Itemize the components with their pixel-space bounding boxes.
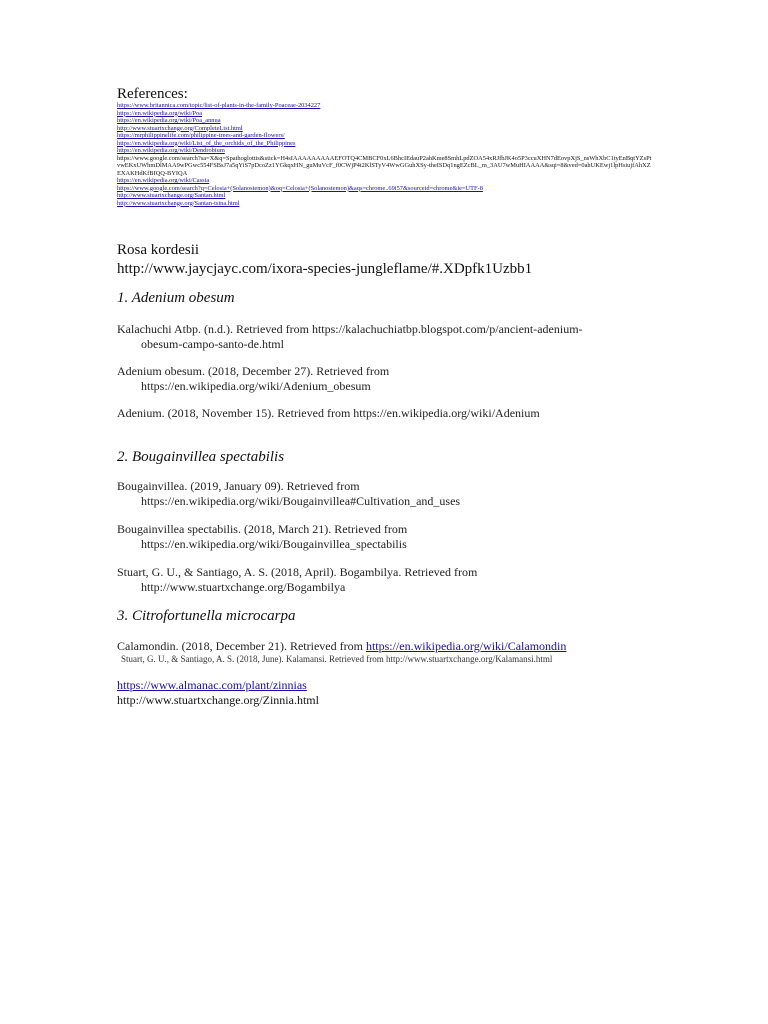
citation-continuation: https://en.wikipedia.org/wiki/Adenium_obesum [141,379,371,393]
zinnias-link[interactable]: https://www.almanac.com/plant/zinnias [117,678,307,692]
citation-continuation: http://www.stuartxchange.org/Bogambilya [141,580,346,594]
reference-link[interactable]: https://en.wikipedia.org/wiki/Poa [117,109,203,117]
section-heading-adenium: 1. Adenium obesum [117,290,235,306]
reference-link[interactable]: https://www.britannica.com/topic/list-of-plants-in-the-family-Poaceae-2034227 [117,102,321,109]
reference-link[interactable]: http://www.stuartxchange.org/Santan-tsina.html [117,199,240,207]
reference-link[interactable]: http://www.stuartxchange.org/Santan.html [117,192,226,199]
citation [117,364,637,394]
reference-link[interactable]: https://www.google.com/search?q=Celosia+(Solanostemon)&oq=Celosia+(Solanostemon)&aqs=chrome..69i57&sourceid=chrome&ie=UTF-8 [117,184,483,192]
zinnia-stuart-url: http://www.stuartxchange.org/Zinnia.html [117,693,319,707]
citation [117,522,637,552]
citation-continuation: https://en.wikipedia.org/wiki/Bougainvillea_spectabilis [141,537,407,551]
calamondin-link[interactable]: https://en.wikipedia.org/wiki/Calamondin [365,639,567,653]
citation-text: Bougainvillea. (2019, January 09). Retrieved from [117,479,360,493]
rosa-kordesii-text: Rosa kordesii [117,242,200,258]
citation-text: Calamondin. (2018, December 21). Retrieved from [117,639,363,653]
google-search-url: https://www.google.com/search?sa=X&q=Spathoglottis&stick=H4sIAAAAAAAAAEFOTQ4CMBCF0xL6BhcIEdauP2ahKme8SmhLpdZOA54xRJfbJK4o5P3ccuXHN7dEovpXjS_nsWhXbC1tyEnBqtYZsPtvwEKxUWhmDlMAA9wPGwc554FSBsJ7a5qYiS7pDcoZz1YGkqxHN_guMuVcF_f0CWjP4t2KlSTyV4WwGGuhXSy-theISDq1ngEZcBL_m_3AU7wMuHIAAAA&sqi=8&ved=0ahUKEwj1lpHsiujfAhXZEXAKHdKfBIQQ-BYIQA [117,154,652,177]
reference-link[interactable]: https://mrphilippinelife.com/philippine-trees-and-garden-flowers/ [117,132,285,139]
citation-text: Adenium. (2018, November 15). Retrieved from https://en.wikipedia.org/wiki/Adenium [117,406,540,420]
references-heading: References: [117,86,188,102]
reference-link[interactable]: https://en.wikipedia.org/wiki/Poa_annua [117,117,221,124]
reference-link[interactable]: https://en.wikipedia.org/wiki/Cassia [117,177,210,184]
citation-text: Stuart, G. U., & Santiago, A. S. (2018, April). Bogambilya. Retrieved from [117,565,478,579]
citation [117,322,637,352]
reference-link-list [117,102,657,207]
reference-link[interactable]: https://en.wikipedia.org/wiki/Dendrobium [117,147,225,154]
kalamansi-citation: Stuart, G. U., & Santiago, A. S. (2018, June). Kalamansi. Retrieved from http://www.stuartxchange.org/Kalamansi.html [121,654,553,664]
section-heading-citrofortunella: 3. Citrofortunella microcarpa [117,608,296,624]
jaycjayc-url-text: http://www.jaycjayc.com/ixora-species-jungleflame/#.XDpfk1Uzbb1 [117,261,533,277]
citation-continuation: https://en.wikipedia.org/wiki/Bougainvillea#Cultivation_and_uses [141,494,461,508]
citation-continuation: obesum-campo-santo-de.html [141,337,284,351]
citation [117,479,637,509]
citation-text: Adenium obesum. (2018, December 27). Retrieved from [117,364,390,378]
section-heading-bougainvillea: 2. Bougainvillea spectabilis [117,449,285,465]
citation [117,639,637,654]
reference-link[interactable]: http://www.stuartxchange.org/CompleteList.html [117,124,243,132]
citation-text: Kalachuchi Atbp. (n.d.). Retrieved from https://kalachuchiatbp.blogspot.com/p/ancient-adenium- [117,322,583,336]
reference-link[interactable]: https://en.wikipedia.org/wiki/List_of_the_orchids_of_the_Philippines [117,139,296,147]
citation-text: Bougainvillea spectabilis. (2018, March 21). Retrieved from [117,522,408,536]
citation [117,565,637,595]
citation [117,406,637,421]
